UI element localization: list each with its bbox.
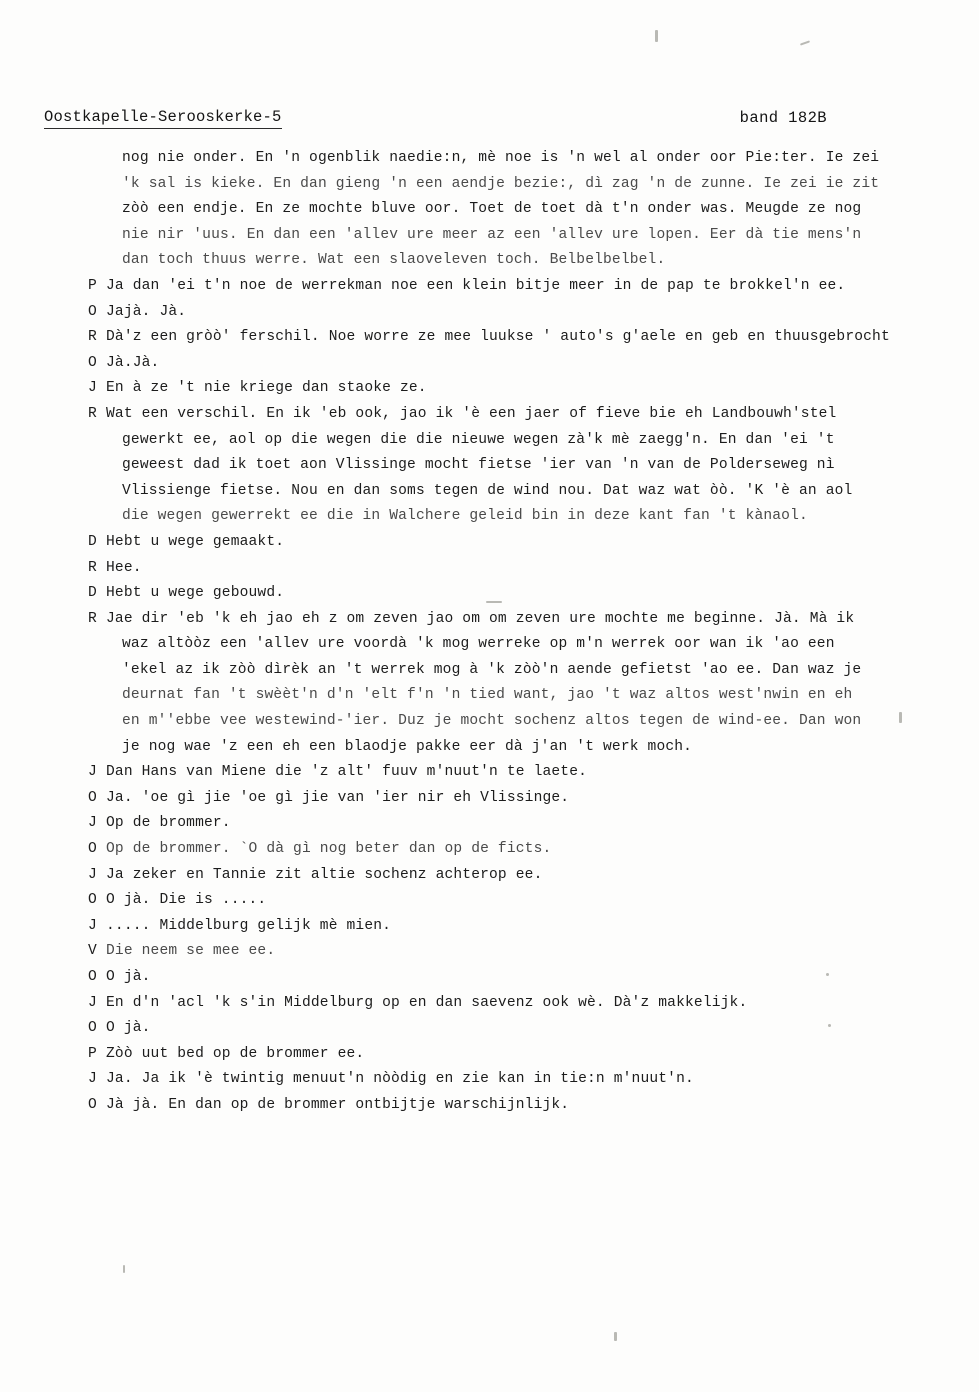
speaker-label: R — [88, 405, 97, 422]
transcript-line — [88, 325, 948, 351]
speaker-label: O — [88, 789, 97, 806]
speaker-label: R — [88, 610, 97, 627]
scan-speck — [655, 30, 658, 42]
transcript-text: je nog wae 'z een eh een blaodje pakke eer dà j'an 't werk moch. — [122, 738, 693, 755]
transcript-line — [88, 683, 948, 709]
transcript-line — [88, 376, 948, 402]
speaker-label: O — [88, 1096, 97, 1113]
transcript-line — [88, 863, 948, 889]
transcript-text: nog nie onder. En 'n ogenblik naedie:n, mè noe is 'n wel al onder oor Pie:ter. Ie zei — [122, 150, 880, 166]
speaker-label: J — [88, 1071, 97, 1088]
speaker-label: J — [88, 994, 97, 1011]
transcript-line — [88, 811, 948, 837]
transcript-line — [88, 991, 948, 1017]
transcript-line — [88, 351, 948, 377]
transcript-line — [88, 607, 948, 633]
transcript-text: en m''ebbe vee westewind-'ier. Duz je mocht sochenz altos tegen de wind-ee. Dan won — [122, 713, 862, 730]
transcript-text: Op de brommer. `O dà gì nog beter dan op de ficts. — [106, 841, 552, 858]
transcript-text: Jà.Jà. — [106, 354, 160, 371]
transcript-text: ..... Middelburg gelijk mè mien. — [106, 917, 392, 934]
speaker-label: O — [88, 354, 97, 371]
transcript-text: Wat een verschil. En ik 'eb ook, jao ik 'è een jaer of fieve bie eh Landbouwh'stel — [106, 405, 837, 422]
transcript-text: zòò een endje. En ze mochte bluve oor. Toet de toet dà t'n onder was. Meugde ze nog — [122, 201, 862, 218]
transcript-line — [88, 197, 948, 223]
transcript-text: 'k sal is kieke. En dan gieng 'n een aendje bezie:, dì zag 'n de zunne. Ie zei ie zit — [122, 175, 880, 192]
transcript-line — [88, 837, 948, 863]
speaker-label: R — [88, 329, 97, 346]
transcript-line — [88, 300, 948, 326]
transcript-line — [88, 1016, 948, 1042]
speaker-label: J — [88, 380, 97, 397]
transcript-text: Die neem se mee ee. — [106, 943, 276, 960]
page-header — [44, 108, 935, 134]
scan-speck — [800, 40, 810, 45]
transcript-line — [88, 658, 948, 684]
transcript-text: gewerkt ee, aol op die wegen die die nieuwe wegen zà'k mè zaegg'n. En dan 'ei 't — [122, 431, 835, 448]
transcript-text: Hee. — [106, 559, 142, 576]
transcript-line — [88, 453, 948, 479]
transcript-text: dan toch thuus werre. Wat een slaoveleven toch. Belbelbelbel. — [122, 252, 666, 269]
transcript-text: deurnat fan 't swèèt'n d'n 'elt f'n 'n tied want, jao 't waz altos west'nwin en eh — [122, 687, 853, 704]
transcript-text: Ja dan 'ei t'n noe de werrekman noe een klein bitje meer in de pap te brokkel'n ee. — [106, 277, 846, 294]
transcript-text: O jà. — [106, 1020, 151, 1037]
transcript-line — [88, 504, 948, 530]
transcript-text: Ja zeker en Tannie zit altie sochenz achterop ee. — [106, 866, 543, 883]
transcript-line — [88, 172, 948, 198]
transcript-line — [88, 530, 948, 556]
transcript-text: nie nir 'uus. En dan een 'allev ure meer az een 'allev ure lopen. Eer dà tie mens'n — [122, 226, 862, 243]
transcript-line — [88, 939, 948, 965]
speaker-label: J — [88, 866, 97, 883]
speaker-label: O — [88, 841, 97, 858]
transcript-line — [88, 965, 948, 991]
speaker-label: P — [88, 1045, 97, 1062]
band-label: band 182B — [739, 109, 827, 127]
transcript-line — [88, 479, 948, 505]
transcript-line — [88, 735, 948, 761]
transcript-line — [88, 223, 948, 249]
transcript-text: Hebt u wege gemaakt. — [106, 533, 285, 550]
speaker-label: J — [88, 917, 97, 934]
transcript-text: geweest dad ik toet aon Vlissinge mocht fietse 'ier van 'n van de Polderseweg nì — [122, 457, 835, 474]
transcript-line — [88, 786, 948, 812]
transcript-text: O jà. Die is ..... — [106, 892, 267, 909]
scan-speck — [123, 1265, 125, 1273]
transcript-line — [88, 146, 948, 172]
transcript-text: Op de brommer. — [106, 815, 231, 832]
transcript-text: Zòò uut bed op de brommer ee. — [106, 1045, 365, 1062]
transcript-text: Dà'z een gròò' ferschil. Noe worre ze mee luukse ' auto's g'aele en geb en thuusgebrocht — [106, 329, 890, 346]
speaker-label: P — [88, 277, 97, 294]
transcript-line — [88, 632, 948, 658]
scan-speck — [614, 1332, 617, 1341]
transcript-line — [88, 581, 948, 607]
speaker-label: O — [88, 303, 97, 320]
transcript-line — [88, 402, 948, 428]
transcript-text: En d'n 'acl 'k s'in Middelburg op en dan saevenz ook wè. Dà'z makkelijk. — [106, 994, 748, 1011]
transcript-text: Jà jà. En dan op de brommer ontbijtje warschijnlijk. — [106, 1096, 570, 1113]
transcript-text: Ja. 'oe gì jie 'oe gì jie van 'ier nir eh Vlissinge. — [106, 789, 570, 806]
transcript-text: Dan Hans van Miene die 'z alt' fuuv m'nuut'n te laete. — [106, 764, 588, 781]
speaker-label: J — [88, 764, 97, 781]
transcript-body — [88, 146, 948, 1119]
transcript-line — [88, 1067, 948, 1093]
transcript-line — [88, 274, 948, 300]
transcript-text: Jae dir 'eb 'k eh jao eh z om zeven jao om om zeven ure mochte me beginne. Jà. Mà ik — [106, 610, 855, 627]
transcript-line — [88, 709, 948, 735]
transcript-text: Ja. Ja ik 'è twintig menuut'n nòòdig en zie kan in tie:n m'nuut'n. — [106, 1071, 694, 1088]
speaker-label: O — [88, 1020, 97, 1037]
speaker-label: D — [88, 585, 97, 602]
transcript-text: En à ze 't nie kriege dan staoke ze. — [106, 380, 427, 397]
transcript-text: waz altòòz een 'allev ure voordà 'k mog werreke op m'n werrek oor wan ik 'ao een — [122, 636, 835, 653]
transcript-text: Vlissienge fietse. Nou en dan soms tegen de wind nou. Dat waz wat òò. 'K 'è an aol — [122, 482, 853, 499]
transcript-line — [88, 888, 948, 914]
transcript-line — [88, 914, 948, 940]
transcript-text: Hebt u wege gebouwd. — [106, 585, 285, 602]
transcript-text: die wegen gewerrekt ee die in Walchere geleid bin in deze kant fan 't kànaol. — [122, 508, 808, 525]
transcript-text: Jajà. Jà. — [106, 303, 187, 320]
transcript-line — [88, 1093, 948, 1119]
transcript-line — [88, 428, 948, 454]
transcript-line — [88, 1042, 948, 1068]
speaker-label: O — [88, 892, 97, 909]
speaker-label: V — [88, 943, 97, 960]
document-id: Oostkapelle-Serooskerke-5 — [44, 108, 282, 129]
transcript-line — [88, 248, 948, 274]
speaker-label: O — [88, 969, 97, 985]
speaker-label: R — [88, 559, 97, 576]
transcript-text: 'ekel az ik zòò dìrèk an 't werrek mog à 'k zòò'n aende gefietst 'ao ee. Dan waz je — [122, 661, 862, 678]
transcript-text: O jà. — [106, 969, 151, 985]
transcript-line — [88, 760, 948, 786]
speaker-label: D — [88, 533, 97, 550]
transcript-line — [88, 556, 948, 582]
speaker-label: J — [88, 815, 97, 832]
